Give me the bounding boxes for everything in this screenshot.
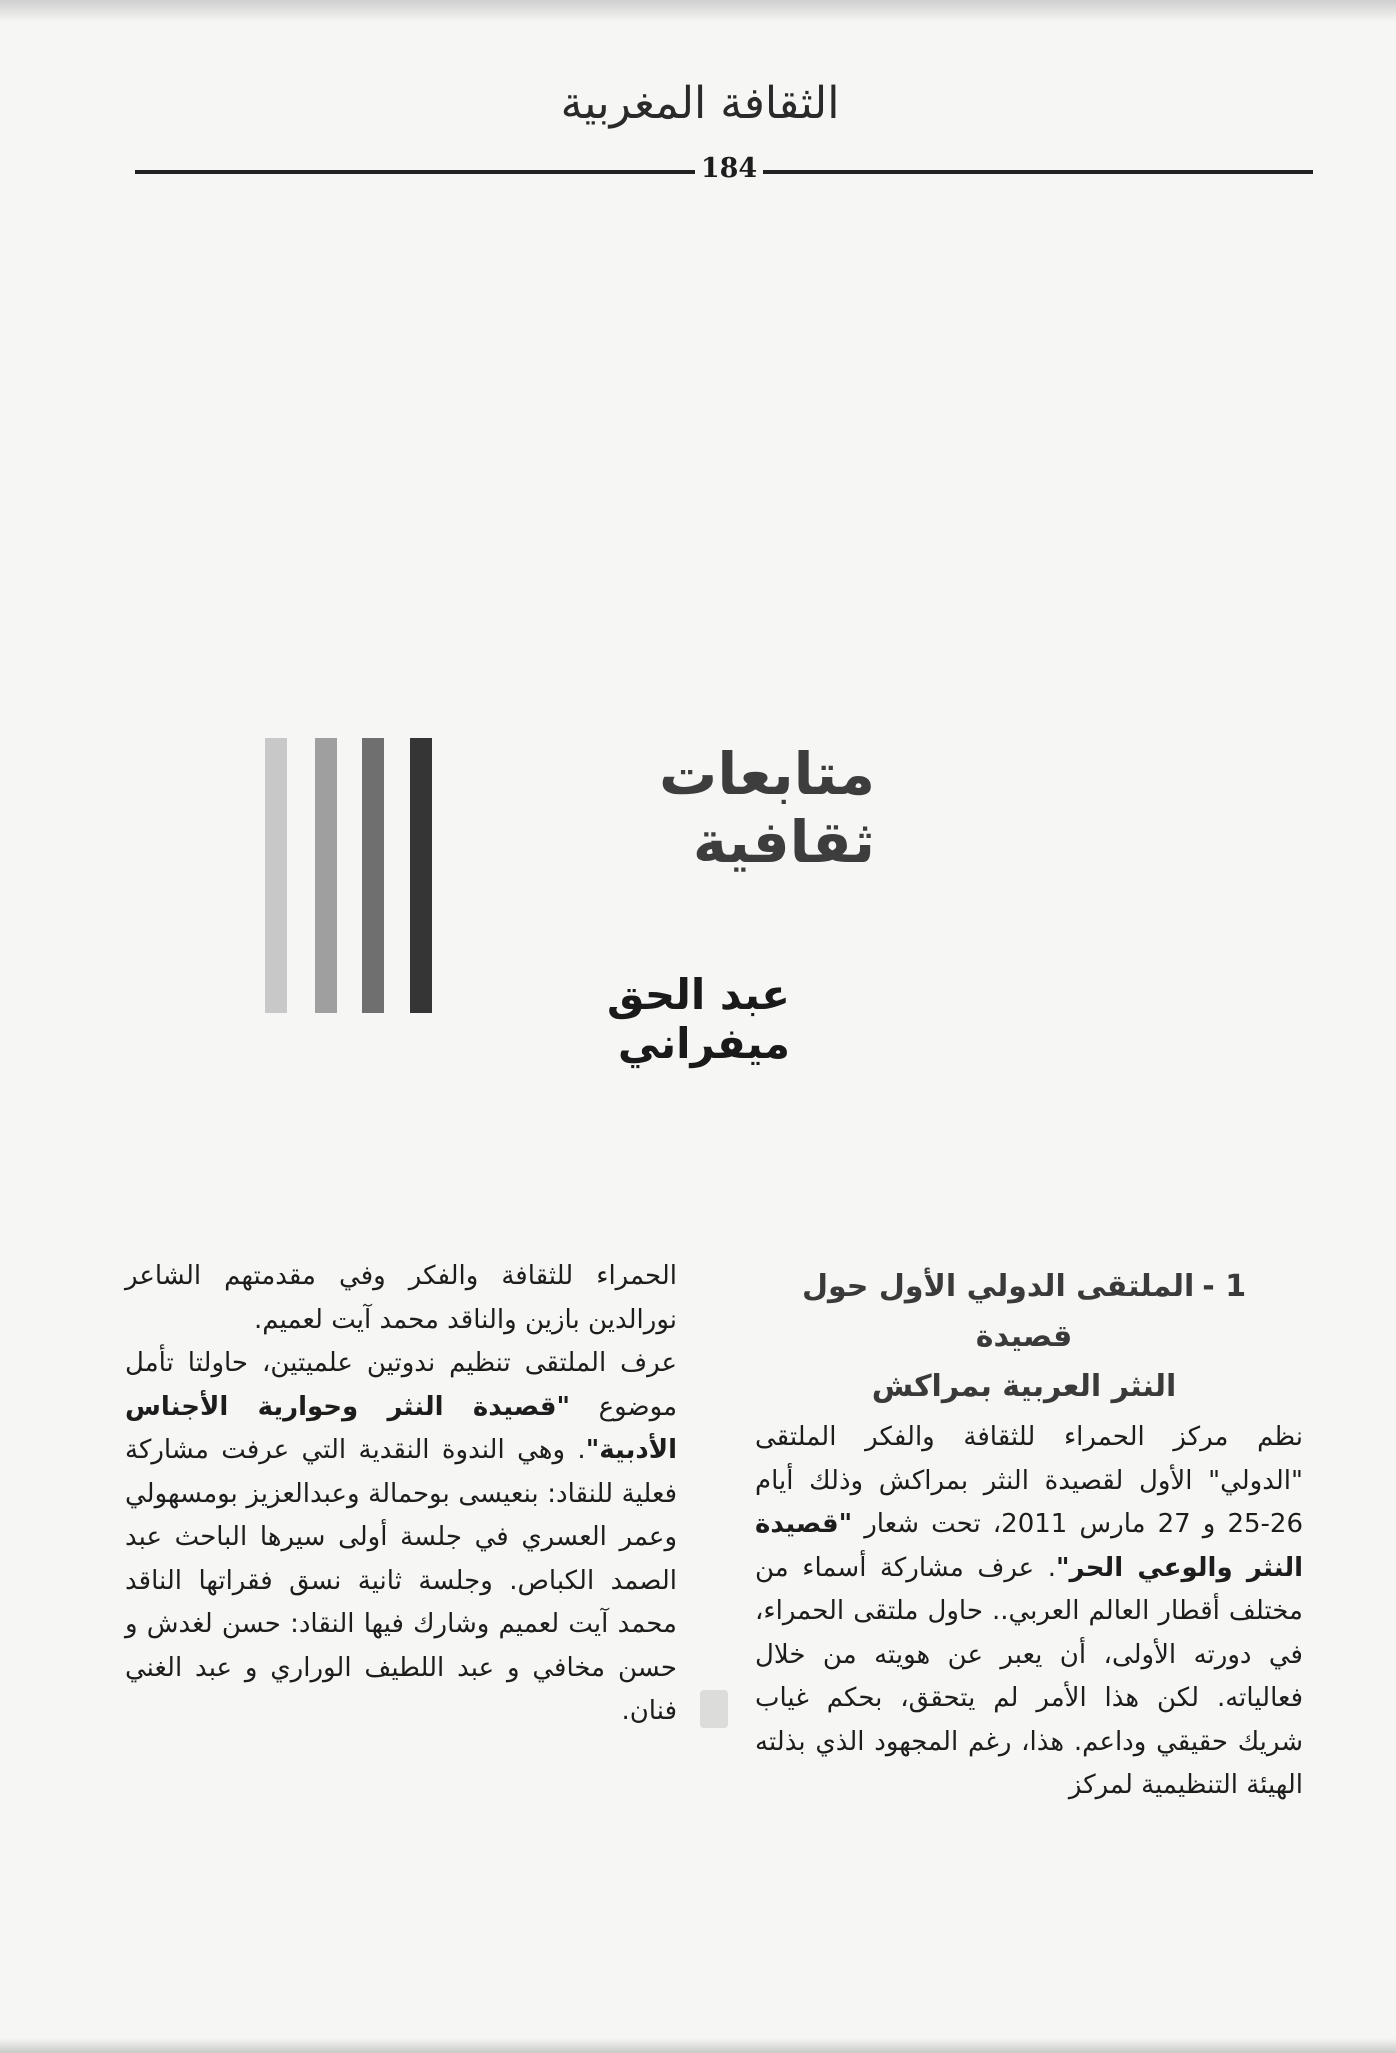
paragraph-text: عرف الملتقى تنظيم ندوتين علميتين، حاولتا تأمل موضوع — [125, 1348, 677, 1422]
page-edge-top — [0, 0, 1396, 22]
header-rule-left — [135, 170, 695, 174]
paragraph-text: . وهي الندوة النقدية التي عرفت مشاركة فعلية للنقاد: بنعيسى بوحمالة وعبدالعزيز بومسهولي وعمر العسري في جلسة أولى سيرها الباحث عبد الصمد الكباص. وجلسة ثانية نسق فقراتها الناقد محمد آيت لعميم وشارك فيها النقاد: حسن لغدش و حسن مخافي و عبد اللطيف الوراري و عبد الغني فنان. — [125, 1435, 677, 1726]
right-column — [755, 1416, 1303, 1808]
header-rule-right — [763, 170, 1313, 174]
page-edge-bottom — [0, 2038, 1396, 2053]
section-title: متابعات ثقافية — [659, 740, 875, 876]
heading-number: 1 - — [1202, 1269, 1247, 1304]
decorative-bar — [265, 738, 287, 1013]
heading-line-1: 1 -الملتقى الدولي الأول حول قصيدة — [801, 1269, 1247, 1354]
page-smudge — [700, 1690, 728, 1728]
decorative-bar — [410, 738, 432, 1013]
bold-phrase: "قصيدة النثر والوعي الحر" — [755, 1509, 1303, 1583]
author-name: عبد الحق ميفراني — [606, 970, 790, 1068]
bleed-through-right — [755, 225, 1310, 1180]
page-number: 184 — [700, 153, 758, 184]
decorative-bar — [315, 738, 337, 1013]
decorative-bar — [362, 738, 384, 1013]
paragraph-text: . عرف مشاركة أسماء من مختلف أقطار العالم العربي.. حاول ملتقى الحمراء، في دورته الأولى، أن يعبر عن هويته من خلال فعالياته. لكن هذا الأمر لم يتحقق، بحكم غياب شريك حقيقي وداعم. هذا، رغم المجهود الذي بذلته الهيئة التنظيمية لمركز — [755, 1552, 1303, 1800]
paragraph — [125, 1342, 677, 1734]
heading-line-2: النثر العربية بمراكش — [871, 1369, 1177, 1404]
bold-phrase: "قصيدة النثر وحوارية الأجناس الأدبية" — [125, 1391, 677, 1465]
journal-title: الثقافة المغربية — [560, 78, 840, 129]
paragraph-text: نظم مركز الحمراء للثقافة والفكر الملتقى "الدولي" الأول لقصيدة النثر بمراكش وذلك أيام 26-25 و 27 مارس 2011، تحت شعار — [755, 1422, 1304, 1539]
bleed-through-left — [125, 225, 700, 1225]
article-heading — [760, 1262, 1288, 1412]
paragraph: الحمراء للثقافة والفكر وفي مقدمتهم الشاعر نورالدين بازين والناقد محمد آيت لعميم. — [125, 1261, 677, 1335]
left-column — [125, 1255, 677, 1734]
